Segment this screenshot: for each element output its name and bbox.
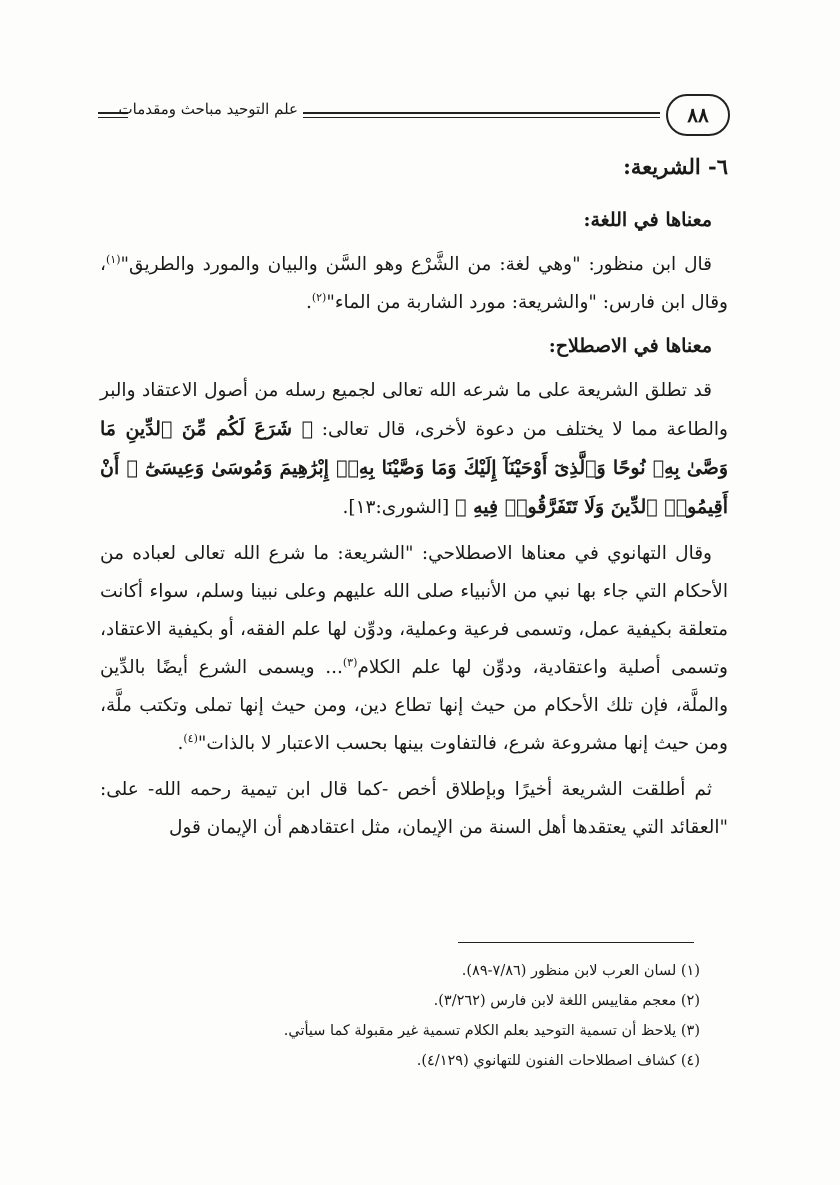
paragraph-text: قد تطلق الشريعة على ما شرعه الله تعالى لجميع رسله من أصول الاعتقاد والبر والطاعة مما لا يختلف من دعوة لأخرى، قال تعالى: (100, 380, 728, 440)
header-rule-long (303, 112, 660, 118)
footnote-item: (٤) كشاف اصطلاحات الفنون للتهانوي (٤/١٢٩). (416, 1053, 700, 1069)
page-header (98, 94, 730, 134)
footnote-ref[interactable]: (٤) (183, 731, 198, 745)
page-number: ٨٨ (666, 94, 730, 136)
paragraph-text: ... ويسمى الشرع أيضًا بالدِّين والملَّة، فإن تلك الأحكام من حيث إنها تطاع دين، ومن حيث إنها تملى وتكتب ملَّة، ومن حيث إنها مشروعة شرع، فالتفاوت بينها بحسب الاعتبار لا بالذات" (100, 657, 728, 754)
footnote-item: (٢) معجم مقاييس اللغة لابن فارس (٣/٢٦٢). (433, 993, 700, 1009)
page-body (100, 150, 728, 855)
footnote-item: (٣) يلاحظ أن تسمية التوحيد بعلم الكلام تسمية غير مقبولة كما سيأتي. (283, 1023, 700, 1039)
paragraph-language (100, 246, 728, 322)
footnote-ref[interactable]: (٣) (342, 655, 358, 669)
subheading-language: معناها في اللغة: (583, 209, 712, 231)
paragraph-technical-1 (100, 372, 728, 527)
paragraph-technical-3: ثم أطلقت الشريعة أخيرًا وبإطلاق أخص -كما قال ابن تيمية رحمه الله- على: "العقائد التي يعتقدها أهل السنة من الإيمان، مثل اعتقادهم أن الإيمان قول (100, 779, 728, 838)
section-title: ٦- الشريعة: (623, 154, 728, 179)
paragraph-text: وقال التهانوي في معناها الاصطلاحي: "الشريعة: ما شرع الله تعالى لعباده من الأحكام التي جاء بها نبي من الأنبياء صلى الله عليهم وعلى نبينا وسلم، سواء أكانت متعلقة بكيفية عمل، وتسمى فرعية وعملية، ودوِّن لها علم الفقه، أو بكيفية الاعتقاد، وتسمى أصلية واعتقادية، ودوِّن لها علم الكلام (100, 543, 728, 678)
paragraph-technical-2 (100, 535, 728, 763)
footnote-item: (١) لسان العرب لابن منظور (٧/٨٦-٨٩). (461, 963, 700, 979)
verse-reference: [الشورى:١٣]. (342, 497, 456, 518)
paragraph-text: ، وقال ابن فارس: "والشريعة: مورد الشاربة من الماء" (100, 254, 728, 313)
paragraph-text: . (177, 733, 184, 754)
paragraph-text: قال ابن منظور: "وهي لغة: من الشَّرْع وهو السَّن والبيان والمورد والطريق" (120, 254, 712, 275)
footnotes (100, 956, 700, 1076)
subheading-technical: معناها في الاصطلاح: (548, 335, 712, 357)
footnote-separator (458, 942, 694, 943)
paragraph-text: . (305, 292, 312, 313)
footnote-ref[interactable]: (١) (105, 252, 121, 266)
quran-verse: ﴿ شَرَعَ لَكُم مِّنَ ٱلدِّينِ مَا وَصَّىٰ بِهِۦ نُوحًا وَٱلَّذِىٓ أَوْحَيْنَآ إِلَيْكَ وَمَا وَصَّيْنَا بِهِۦٓ إِبْرَٰهِيمَ وَمُوسَىٰ وَعِيسَىٰٓ ۖ أَنْ أَقِيمُوا۟ ٱلدِّينَ وَلَا تَتَفَرَّقُوا۟ فِيهِ ﴾ (100, 418, 728, 518)
running-title: علم التوحيد مباحث ومقدمات (118, 100, 298, 118)
footnote-ref[interactable]: (٢) (311, 290, 327, 304)
